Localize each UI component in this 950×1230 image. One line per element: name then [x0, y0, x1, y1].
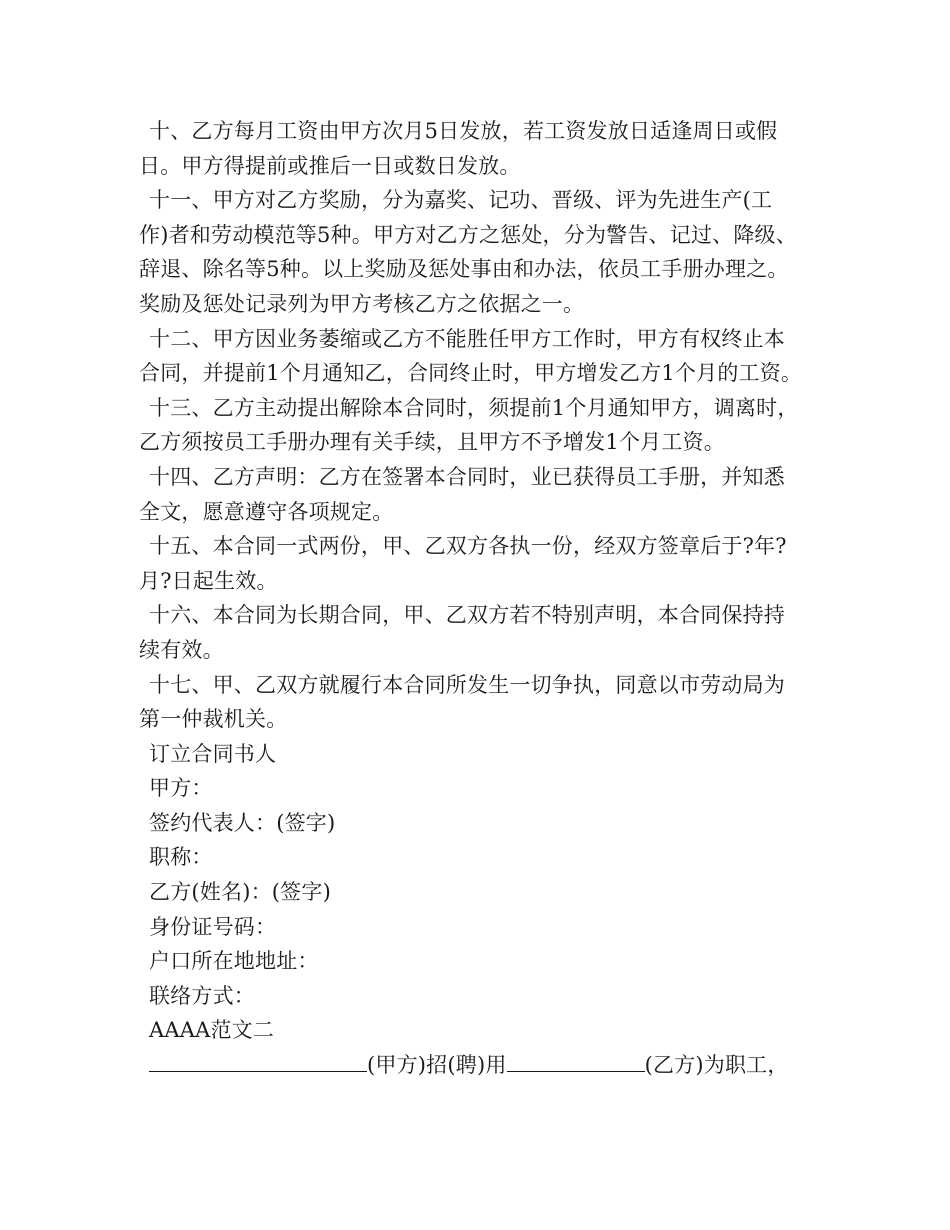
- hiring-line: [139, 1048, 829, 1083]
- text-line: 续有效。: [139, 637, 224, 662]
- representative-label: 签约代表人：(签字): [149, 810, 336, 835]
- text-line: 十、乙方每月工资由甲方次月5日发放，若工资发放日适逢周日或假: [149, 119, 778, 143]
- text-line: 乙方须按员工手册办理有关手续，且甲方不予增发1个月工资。: [139, 430, 725, 455]
- party-b-blank: [507, 1049, 645, 1072]
- text-line: 辞退、除名等5种。以上奖励及惩处事由和办法，依员工手册办理之。: [139, 257, 789, 282]
- id-number-label: 身份证号码：: [149, 914, 277, 939]
- title-label: 职称：: [149, 845, 213, 870]
- text-line: 奖励及惩处记录列为甲方考核乙方之依据之一。: [139, 291, 585, 316]
- text-line: 十四、乙方声明：乙方在签署本合同时，业已获得员工手册，并知悉: [149, 464, 785, 489]
- text-line: 日。甲方得提前或推后一日或数日发放。: [139, 153, 521, 178]
- text-line: 作)者和劳动模范等5种。甲方对乙方之惩处，分为警告、记过、降级、: [139, 222, 797, 247]
- text-line: 十三、乙方主动提出解除本合同时，须提前1个月通知甲方，调离时，: [149, 395, 799, 420]
- party-a-blank: [149, 1049, 367, 1072]
- party-a-label: 甲方：: [149, 776, 213, 801]
- section-heading: AAAA范文二: [149, 1018, 275, 1043]
- hiring-text-part1: (甲方)招(聘)用: [367, 1053, 507, 1078]
- signatories-heading: 订立合同书人: [149, 741, 277, 766]
- document-body: [139, 114, 829, 1083]
- text-line: 十五、本合同一式两份，甲、乙双方各执一份，经双方签章后于?年?: [149, 534, 787, 559]
- text-line: 十二、甲方因业务萎缩或乙方不能胜任甲方工作时，甲方有权终止本: [149, 326, 785, 351]
- address-label: 户口所在地地址：: [149, 949, 319, 974]
- text-line: 第一仲裁机关。: [139, 707, 288, 732]
- contact-label: 联络方式：: [149, 983, 255, 1008]
- text-line: 十七、甲、乙双方就履行本合同所发生一切争执，同意以市劳动局为: [149, 672, 785, 697]
- text-line: 十一、甲方对乙方奖励，分为嘉奖、记功、晋级、评为先进生产(工: [149, 188, 773, 213]
- hiring-text-part2: (乙方)为职工，: [644, 1053, 789, 1078]
- text-line: 月?日起生效。: [139, 568, 278, 593]
- text-line: 十六、本合同为长期合同，甲、乙双方若不特别声明，本合同保持持: [149, 603, 785, 628]
- text-line: 全文，愿意遵守各项规定。: [139, 499, 394, 524]
- text-line: 合同，并提前1个月通知乙，合同终止时，甲方增发乙方1个月的工资。: [139, 361, 803, 386]
- party-b-label: 乙方(姓名)：(签字): [149, 880, 331, 905]
